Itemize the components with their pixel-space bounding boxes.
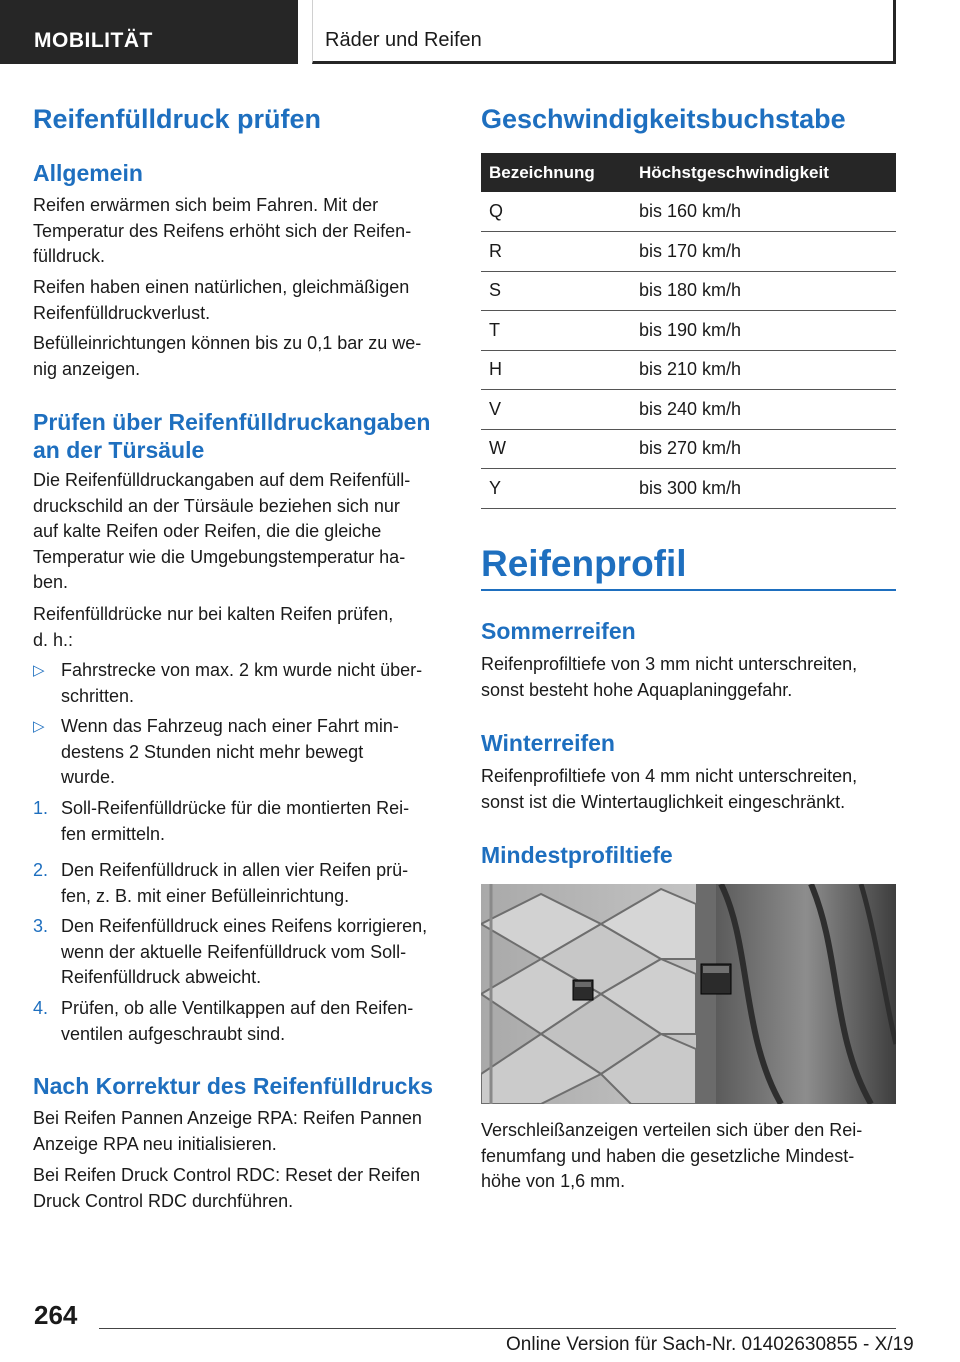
page-number: 264 — [34, 1300, 78, 1330]
table-row: R bis 170 km/h — [481, 232, 896, 272]
table-row: W bis 270 km/h — [481, 429, 896, 469]
footer-divider — [99, 1328, 896, 1329]
table-row: Y bis 300 km/h — [481, 469, 896, 509]
speed-table — [481, 153, 896, 509]
step-1: 1. Soll-Reifenfülldrücke für die montierten Rei‐ fen ermitteln. — [33, 798, 410, 844]
heading-tuersaeule: Prüfen über Reifenfülldruckangaben an der Türsäule — [33, 409, 431, 463]
step-2: 2. Den Reifenfülldruck in allen vier Reifen prü‐ fen, z. B. mit einer Befülleinrichtung. — [33, 860, 409, 906]
section-tab — [0, 0, 298, 64]
chapter-label: Räder und Reifen — [325, 29, 482, 51]
heading-sommerreifen: Sommerreifen — [481, 618, 636, 644]
divider — [481, 589, 896, 591]
step-4: 4. Prüfen, ob alle Ventilkappen auf den Reifen‐ ventilen aufgeschraubt sind. — [33, 998, 414, 1044]
heading-mindestprofiltiefe: Mindestprofiltiefe — [481, 842, 673, 868]
paragraph-tuersaeule-1: Die Reifenfülldruckangaben auf dem Reifenfüll‐ druckschild an der Türsäule beziehen sich nur auf kalte Reifen oder Reifen, die die gleiche Temperatur wie die Umgebungstemperatur ha‐ ben. — [33, 470, 411, 592]
table-row: Q bis 160 km/h — [481, 192, 896, 232]
section-title-reifenprofil: Reifenprofil — [481, 543, 687, 584]
table-row: V bis 240 km/h — [481, 390, 896, 430]
paragraph-sommerreifen: Reifenprofiltiefe von 3 mm nicht unterschreiten, sonst besteht hohe Aquaplaninggefahr. — [481, 654, 858, 700]
paragraph-korrektur-1: Bei Reifen Pannen Anzeige RPA: Reifen Pannen Anzeige RPA neu initialisieren. — [33, 1108, 422, 1154]
section-label: MOBILITÄT — [34, 29, 153, 52]
triangle-bullet-icon: ▷ — [33, 718, 45, 735]
image-caption: Verschleißanzeigen verteilen sich über den Rei‐ fenumfang und haben die gesetzliche Mindest‐ höhe von 1,6 mm. — [481, 1120, 863, 1191]
chapter-tab — [312, 0, 896, 64]
list-item: ▷ Fahrstrecke von max. 2 km wurde nicht über‐ schritten. — [33, 660, 423, 706]
triangle-bullet-icon: ▷ — [33, 662, 45, 679]
footer-text: Online Version für Sach-Nr. 01402630855 - X/19 — [506, 1334, 914, 1355]
column-header: Höchstgeschwindigkeit — [631, 153, 896, 192]
table-header-row — [481, 153, 896, 192]
table-row: S bis 180 km/h — [481, 271, 896, 311]
column-header: Bezeichnung — [481, 153, 631, 192]
tire-tread-image — [481, 884, 896, 1104]
heading-allgemein: Allgemein — [33, 160, 143, 186]
paragraph-tuersaeule-2: Reifenfülldrücke nur bei kalten Reifen prüfen, d. h.: — [33, 604, 394, 650]
speed-title: Geschwindigkeitsbuchstabe — [481, 104, 846, 134]
paragraph-allgemein-3: Befülleinrichtungen können bis zu 0,1 bar zu we‐ nig anzeigen. — [33, 333, 422, 379]
page-title: Reifenfülldruck prüfen — [33, 104, 322, 134]
step-3: 3. Den Reifenfülldruck eines Reifens korrigieren, wenn der aktuelle Reifenfülldruck vom Soll‐ Reifenfülldruck abweicht. — [33, 916, 428, 987]
list-item: ▷ Wenn das Fahrzeug nach einer Fahrt min‐ destens 2 Stunden nicht mehr bewegt wurde. — [33, 716, 399, 787]
paragraph-allgemein-2: Reifen haben einen natürlichen, gleichmäßigen Reifenfülldruckverlust. — [33, 277, 410, 323]
table-row: T bis 190 km/h — [481, 311, 896, 351]
heading-korrektur: Nach Korrektur des Reifenfülldrucks — [33, 1073, 434, 1099]
paragraph-allgemein-1: Reifen erwärmen sich beim Fahren. Mit der Temperatur des Reifens erhöht sich der Reifen‐ fülldruck. — [33, 195, 412, 266]
tire-tread-illustration — [481, 884, 896, 1104]
table-row: H bis 210 km/h — [481, 350, 896, 390]
heading-winterreifen: Winterreifen — [481, 730, 615, 756]
paragraph-winterreifen: Reifenprofiltiefe von 4 mm nicht unterschreiten, sonst ist die Wintertauglichkeit eingeschränkt. — [481, 766, 858, 812]
paragraph-korrektur-2: Bei Reifen Druck Control RDC: Reset der Reifen Druck Control RDC durchführen. — [33, 1165, 421, 1211]
